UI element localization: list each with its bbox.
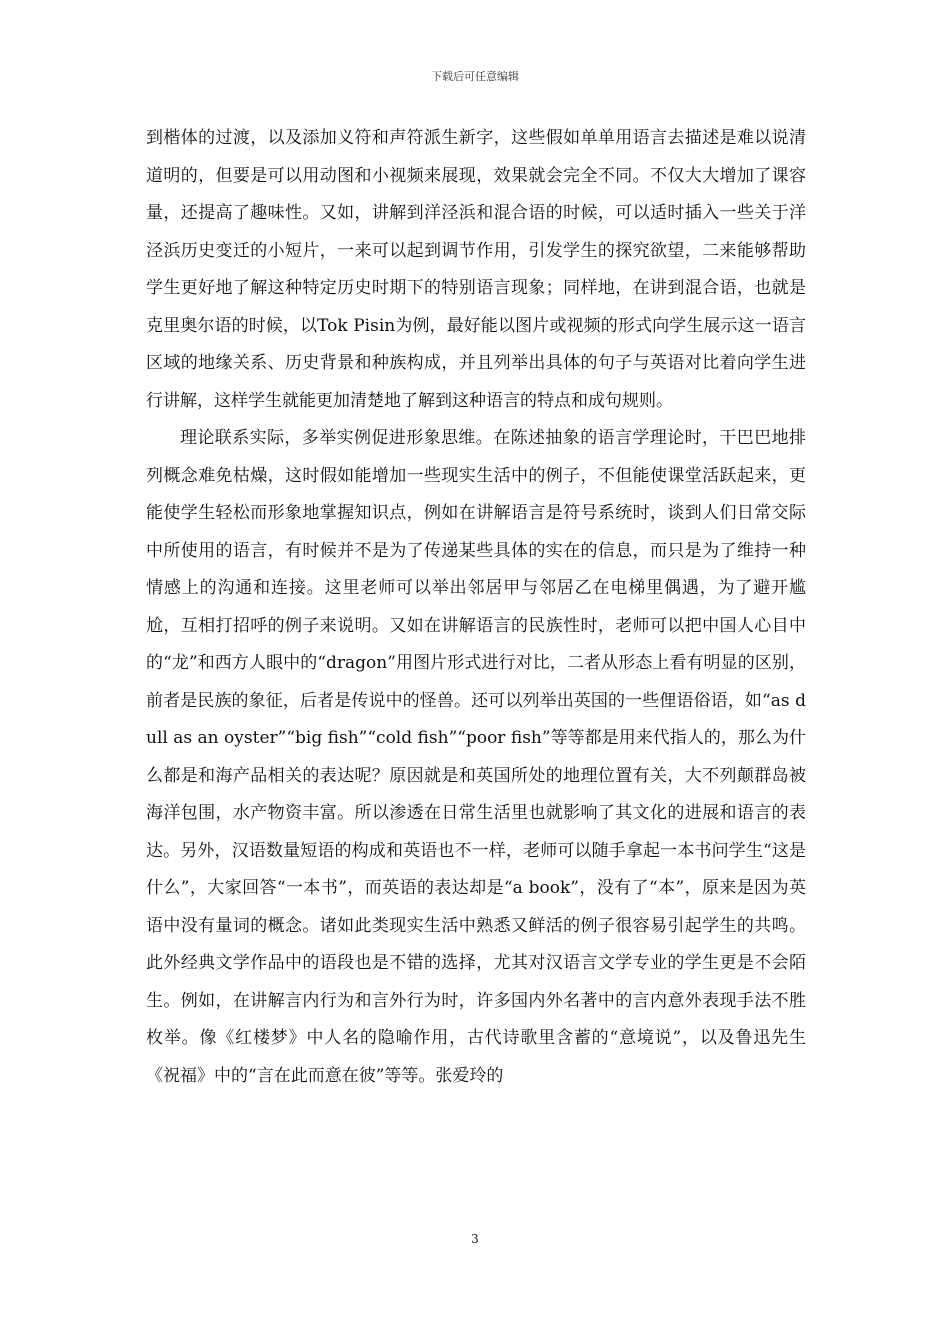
paragraph-continuation: 到楷体的过渡，以及添加义符和声符派生新字，这些假如单单用语言去描述是难以说清道明的，但要是可以用动图和小视频来展现，效果就会完全不同。不仅大大增加了课容量，还提高了趣味性。又如，讲解到洋泾浜和混合语的时候，可以适时插入一些关于洋泾浜历史变迁的小短片，一来可以起到调节作用，引发学生的探究欲望，二来能够帮助学生更好地了解这种特定历史时期下的特别语言现象；同样地，在讲到混合语，也就是克里奥尔语的时候，以Tok Pisin为例，最好能以图片或视频的形式向学生展示这一语言区域的地缘关系、历史背景和种族构成，并且列举出具体的句子与英语对比着向学生进行讲解，这样学生就能更加清楚地了解到这种语言的特点和成句规则。 (146, 128, 806, 411)
page-header: 下载后可任意编辑 (431, 70, 519, 83)
page-number: 3 (471, 1232, 479, 1246)
document-body (146, 120, 806, 1095)
paragraph-theory-practice: 理论联系实际，多举实例促进形象思维。在陈述抽象的语言学理论时，干巴巴地排列概念难免枯燥，这时假如能增加一些现实生活中的例子，不但能使课堂活跃起来，更能使学生轻松而形象地掌握知识点，例如在讲解语言是符号系统时，谈到人们日常交际中所使用的语言，有时候并不是为了传递某些具体的实在的信息，而只是为了维持一种情感上的沟通和连接。这里老师可以举出邻居甲与邻居乙在电梯里偶遇，为了避开尴尬，互相打招呼的例子来说明。又如在讲解语言的民族性时，老师可以把中国人心目中的“龙”和西方人眼中的“dragon”用图片形式进行对比，二者从形态上看有明显的区别，前者是民族的象征，后者是传说中的怪兽。还可以列举出英国的一些俚语俗语，如“as dull as an oyster”“big fish”“cold fish”“poor fish”等等都是用来代指人的，那么为什么都是和海产品相关的表达呢？原因就是和英国所处的地理位置有关，大不列颠群岛被海洋包围，水产物资丰富。所以渗透在日常生活里也就影响了其文化的进展和语言的表达。另外，汉语数量短语的构成和英语也不一样，老师可以随手拿起一本书问学生“这是什么”，大家回答“一本书”，而英语的表达却是“a book”，没有了“本”，原来是因为英语中没有量词的概念。诸如此类现实生活中熟悉又鲜活的例子很容易引起学生的共鸣。此外经典文学作品中的语段也是不错的选择，尤其对汉语言文学专业的学生更是不会陌生。例如，在讲解言内行为和言外行为时，许多国内外名著中的言内意外表现手法不胜枚举。像《红楼梦》中人名的隐喻作用，古代诗歌里含蓄的“意境说”，以及鲁迅先生《祝福》中的“言在此而意在彼”等等。张爱玲的 (146, 428, 806, 1086)
